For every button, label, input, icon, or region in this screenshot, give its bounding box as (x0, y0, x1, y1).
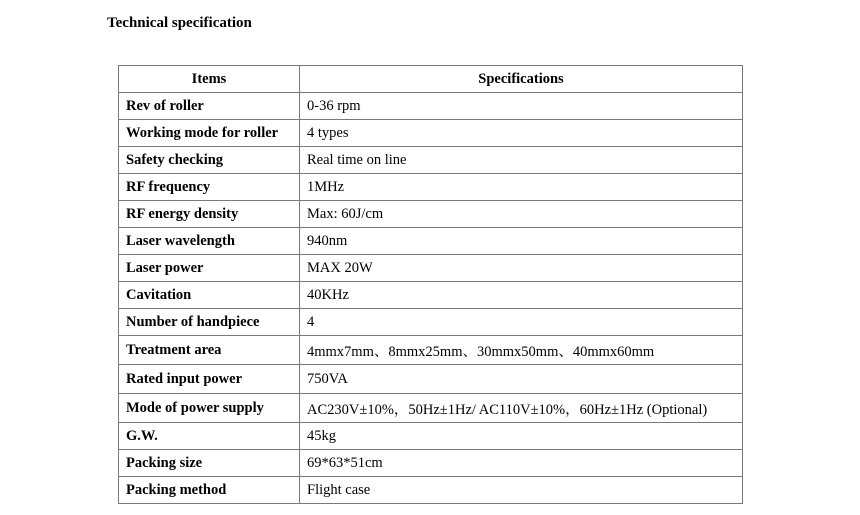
table-row (119, 477, 743, 504)
table-row (119, 228, 743, 255)
table-row (119, 93, 743, 120)
spec-cell: 69*63*51cm (300, 450, 743, 477)
item-cell: Working mode for roller (119, 120, 300, 147)
item-cell: RF frequency (119, 174, 300, 201)
item-cell: Treatment area (119, 336, 300, 365)
spec-cell: MAX 20W (300, 255, 743, 282)
spec-cell: 4mmx7mm、8mmx25mm、30mmx50mm、40mmx60mm (300, 336, 743, 365)
spec-cell: Max: 60J/cm (300, 201, 743, 228)
spec-cell: Flight case (300, 477, 743, 504)
table-header-row (119, 66, 743, 93)
spec-cell: 750VA (300, 365, 743, 394)
spec-table (118, 65, 743, 504)
spec-cell: 4 types (300, 120, 743, 147)
spec-cell: 0-36 rpm (300, 93, 743, 120)
table-row (119, 394, 743, 423)
item-cell: Number of handpiece (119, 309, 300, 336)
item-cell: Cavitation (119, 282, 300, 309)
item-cell: Rated input power (119, 365, 300, 394)
table-row (119, 309, 743, 336)
table-row (119, 450, 743, 477)
table-row (119, 336, 743, 365)
page-title: Technical specification (107, 15, 252, 31)
item-cell: Laser power (119, 255, 300, 282)
item-cell: Mode of power supply (119, 394, 300, 423)
spec-cell: 940nm (300, 228, 743, 255)
table-row (119, 147, 743, 174)
spec-cell: 40KHz (300, 282, 743, 309)
table-row (119, 365, 743, 394)
spec-cell: 1MHz (300, 174, 743, 201)
item-cell: RF energy density (119, 201, 300, 228)
item-cell: Rev of roller (119, 93, 300, 120)
item-cell: Laser wavelength (119, 228, 300, 255)
column-header-specifications: Specifications (300, 66, 743, 93)
column-header-items: Items (119, 66, 300, 93)
table-row (119, 174, 743, 201)
table-row (119, 282, 743, 309)
table-row (119, 423, 743, 450)
table-row (119, 120, 743, 147)
spec-cell: Real time on line (300, 147, 743, 174)
item-cell: G.W. (119, 423, 300, 450)
table-row (119, 201, 743, 228)
item-cell: Safety checking (119, 147, 300, 174)
spec-cell: AC230V±10%，50Hz±1Hz/ AC110V±10%，60Hz±1Hz (Optional) (300, 394, 743, 423)
item-cell: Packing size (119, 450, 300, 477)
spec-cell: 4 (300, 309, 743, 336)
table-row (119, 255, 743, 282)
item-cell: Packing method (119, 477, 300, 504)
spec-cell: 45kg (300, 423, 743, 450)
